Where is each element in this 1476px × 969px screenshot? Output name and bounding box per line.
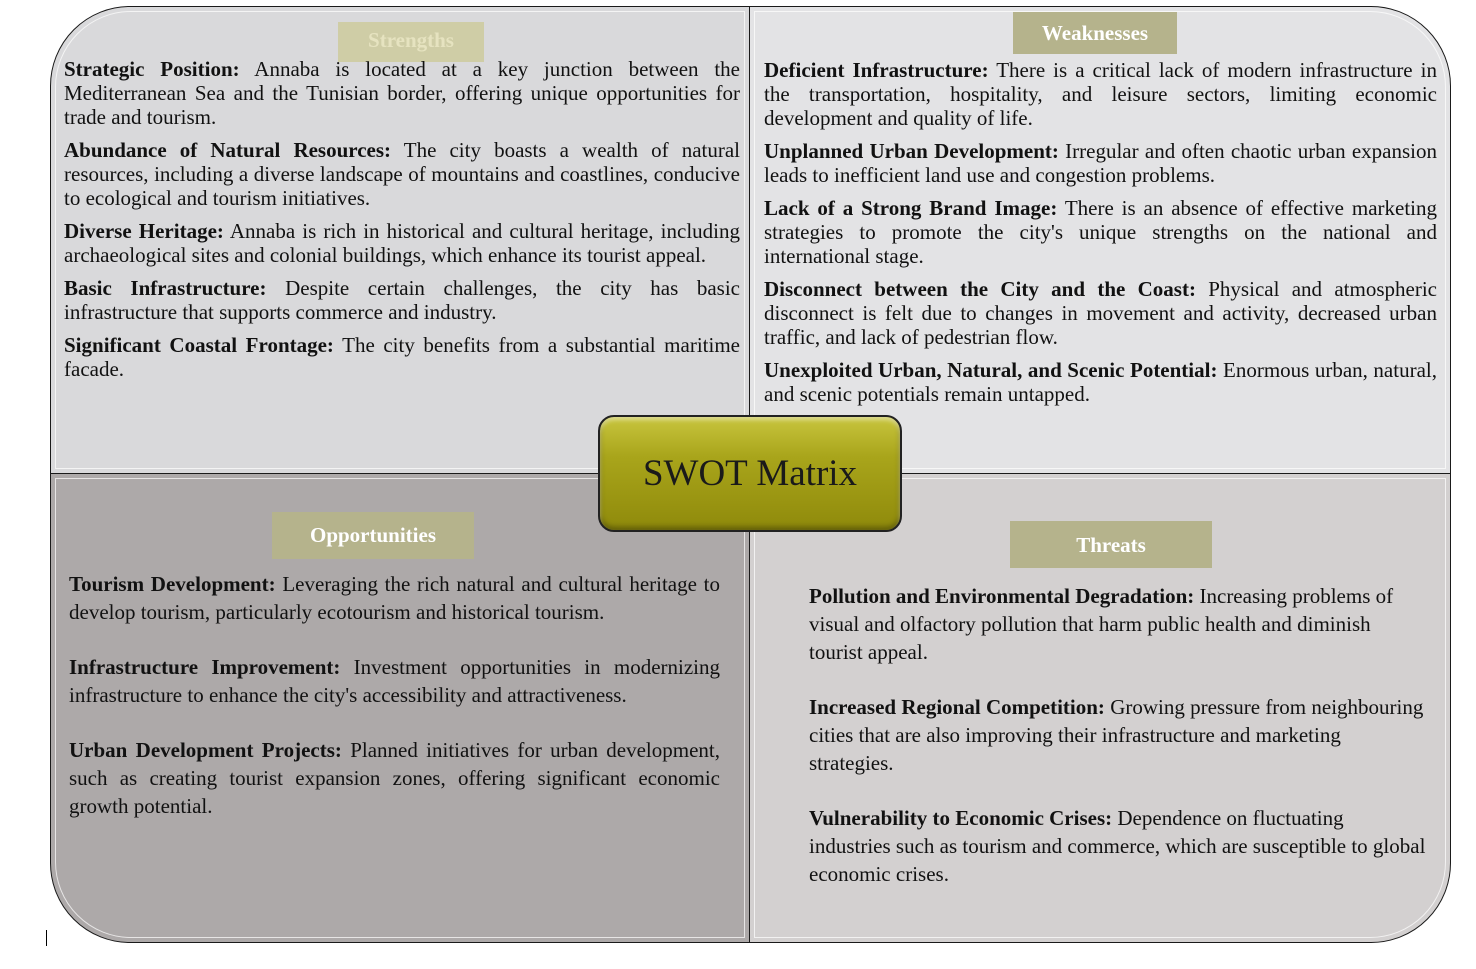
strengths-quadrant [50,6,750,474]
opportunities-label: Opportunities [272,512,474,559]
item-heading: Lack of a Strong Brand Image: [764,196,1058,220]
item-text: Leveraging the rich natural and cultural heritage to develop tourism, particularly ecotourism and historical tourism. [69,572,720,624]
threat-item [809,693,1429,777]
item-heading: Vulnerability to Economic Crises: [809,806,1113,830]
item-text: Irregular and often chaotic urban expansion leads to inefficient land use and congestion problems. [764,139,1437,187]
diagram-title: SWOT Matrix [642,453,858,494]
item-heading: Urban Development Projects: [69,738,342,762]
strength-item [64,276,740,324]
item-text: Annaba is located at a key junction between the Mediterranean Sea and the Tunisian border, offering unique opportunities for trade and tourism. [64,57,741,129]
item-heading: Unexploited Urban, Natural, and Scenic Potential: [764,358,1218,382]
strength-item [64,57,740,129]
item-text: There is an absence of effective marketing strategies to promote the city's unique strengths on the national and international stage. [764,196,1437,268]
item-text: The city benefits from a substantial maritime facade. [64,333,740,381]
item-text: Despite certain challenges, the city has basic infrastructure that supports commerce and industry. [64,276,740,324]
weakness-item [764,58,1437,130]
text-cursor [46,930,47,946]
item-text: Annaba is rich in historical and cultural heritage, including archaeological sites and colonial buildings, which enhance its tourist appeal. [64,219,740,267]
opportunities-list [69,570,720,847]
weakness-item [764,358,1437,406]
opportunity-item [69,736,720,820]
weakness-item [764,196,1437,268]
item-heading: Unplanned Urban Development: [764,139,1059,163]
item-text: Enormous urban, natural, and scenic potentials remain untapped. [764,358,1437,406]
item-text: There is a critical lack of modern infrastructure in the transportation, hospitality, and leisure sectors, limiting economic development and quality of life. [764,58,1437,130]
threat-item [809,804,1429,888]
item-heading: Basic Infrastructure: [64,276,267,300]
item-heading: Disconnect between the City and the Coast: [764,277,1196,301]
strength-item [64,138,740,210]
center-title-box [598,415,902,532]
opportunity-item [69,570,720,626]
opportunities-quadrant [50,473,750,943]
item-heading: Infrastructure Improvement: [69,655,341,679]
opportunity-item [69,653,720,709]
item-text: Planned initiatives for urban development, such as creating tourist expansion zones, offering significant economic growth potential. [69,738,720,818]
item-text: Increasing problems of visual and olfactory pollution that harm public health and diminish tourist appeal. [809,584,1394,664]
threat-item [809,582,1429,666]
item-text: Investment opportunities in modernizing infrastructure to enhance the city's accessibility and attractiveness. [69,655,720,707]
strengths-list [64,57,740,390]
strength-item [64,333,740,381]
item-heading: Strategic Position: [64,57,240,81]
item-heading: Abundance of Natural Resources: [64,138,392,162]
weaknesses-list [764,58,1437,415]
threats-quadrant [749,473,1451,943]
weaknesses-quadrant [749,6,1451,474]
weaknesses-label: Weaknesses [1013,12,1177,54]
item-heading: Deficient Infrastructure: [764,58,989,82]
item-text: The city boasts a wealth of natural resources, including a diverse landscape of mountains and coastlines, conducive to ecological and tourism initiatives. [64,138,741,210]
weakness-item [764,139,1437,187]
item-text: Growing pressure from neighbouring cities that are also improving their infrastructure and marketing strategies. [809,695,1424,775]
item-text: Dependence on fluctuating industries such as tourism and commerce, which are susceptible to global economic crises. [809,806,1426,886]
item-heading: Diverse Heritage: [64,219,224,243]
strength-item [64,219,740,267]
item-text: Physical and atmospheric disconnect is felt due to changes in movement and activity, decreased urban traffic, and lack of pedestrian flow. [764,277,1437,349]
item-heading: Pollution and Environmental Degradation: [809,584,1195,608]
item-heading: Tourism Development: [69,572,276,596]
threats-list [809,582,1429,915]
item-heading: Increased Regional Competition: [809,695,1105,719]
strengths-label: Strengths [338,22,484,62]
threats-label: Threats [1010,521,1212,568]
item-heading: Significant Coastal Frontage: [64,333,334,357]
weakness-item [764,277,1437,349]
